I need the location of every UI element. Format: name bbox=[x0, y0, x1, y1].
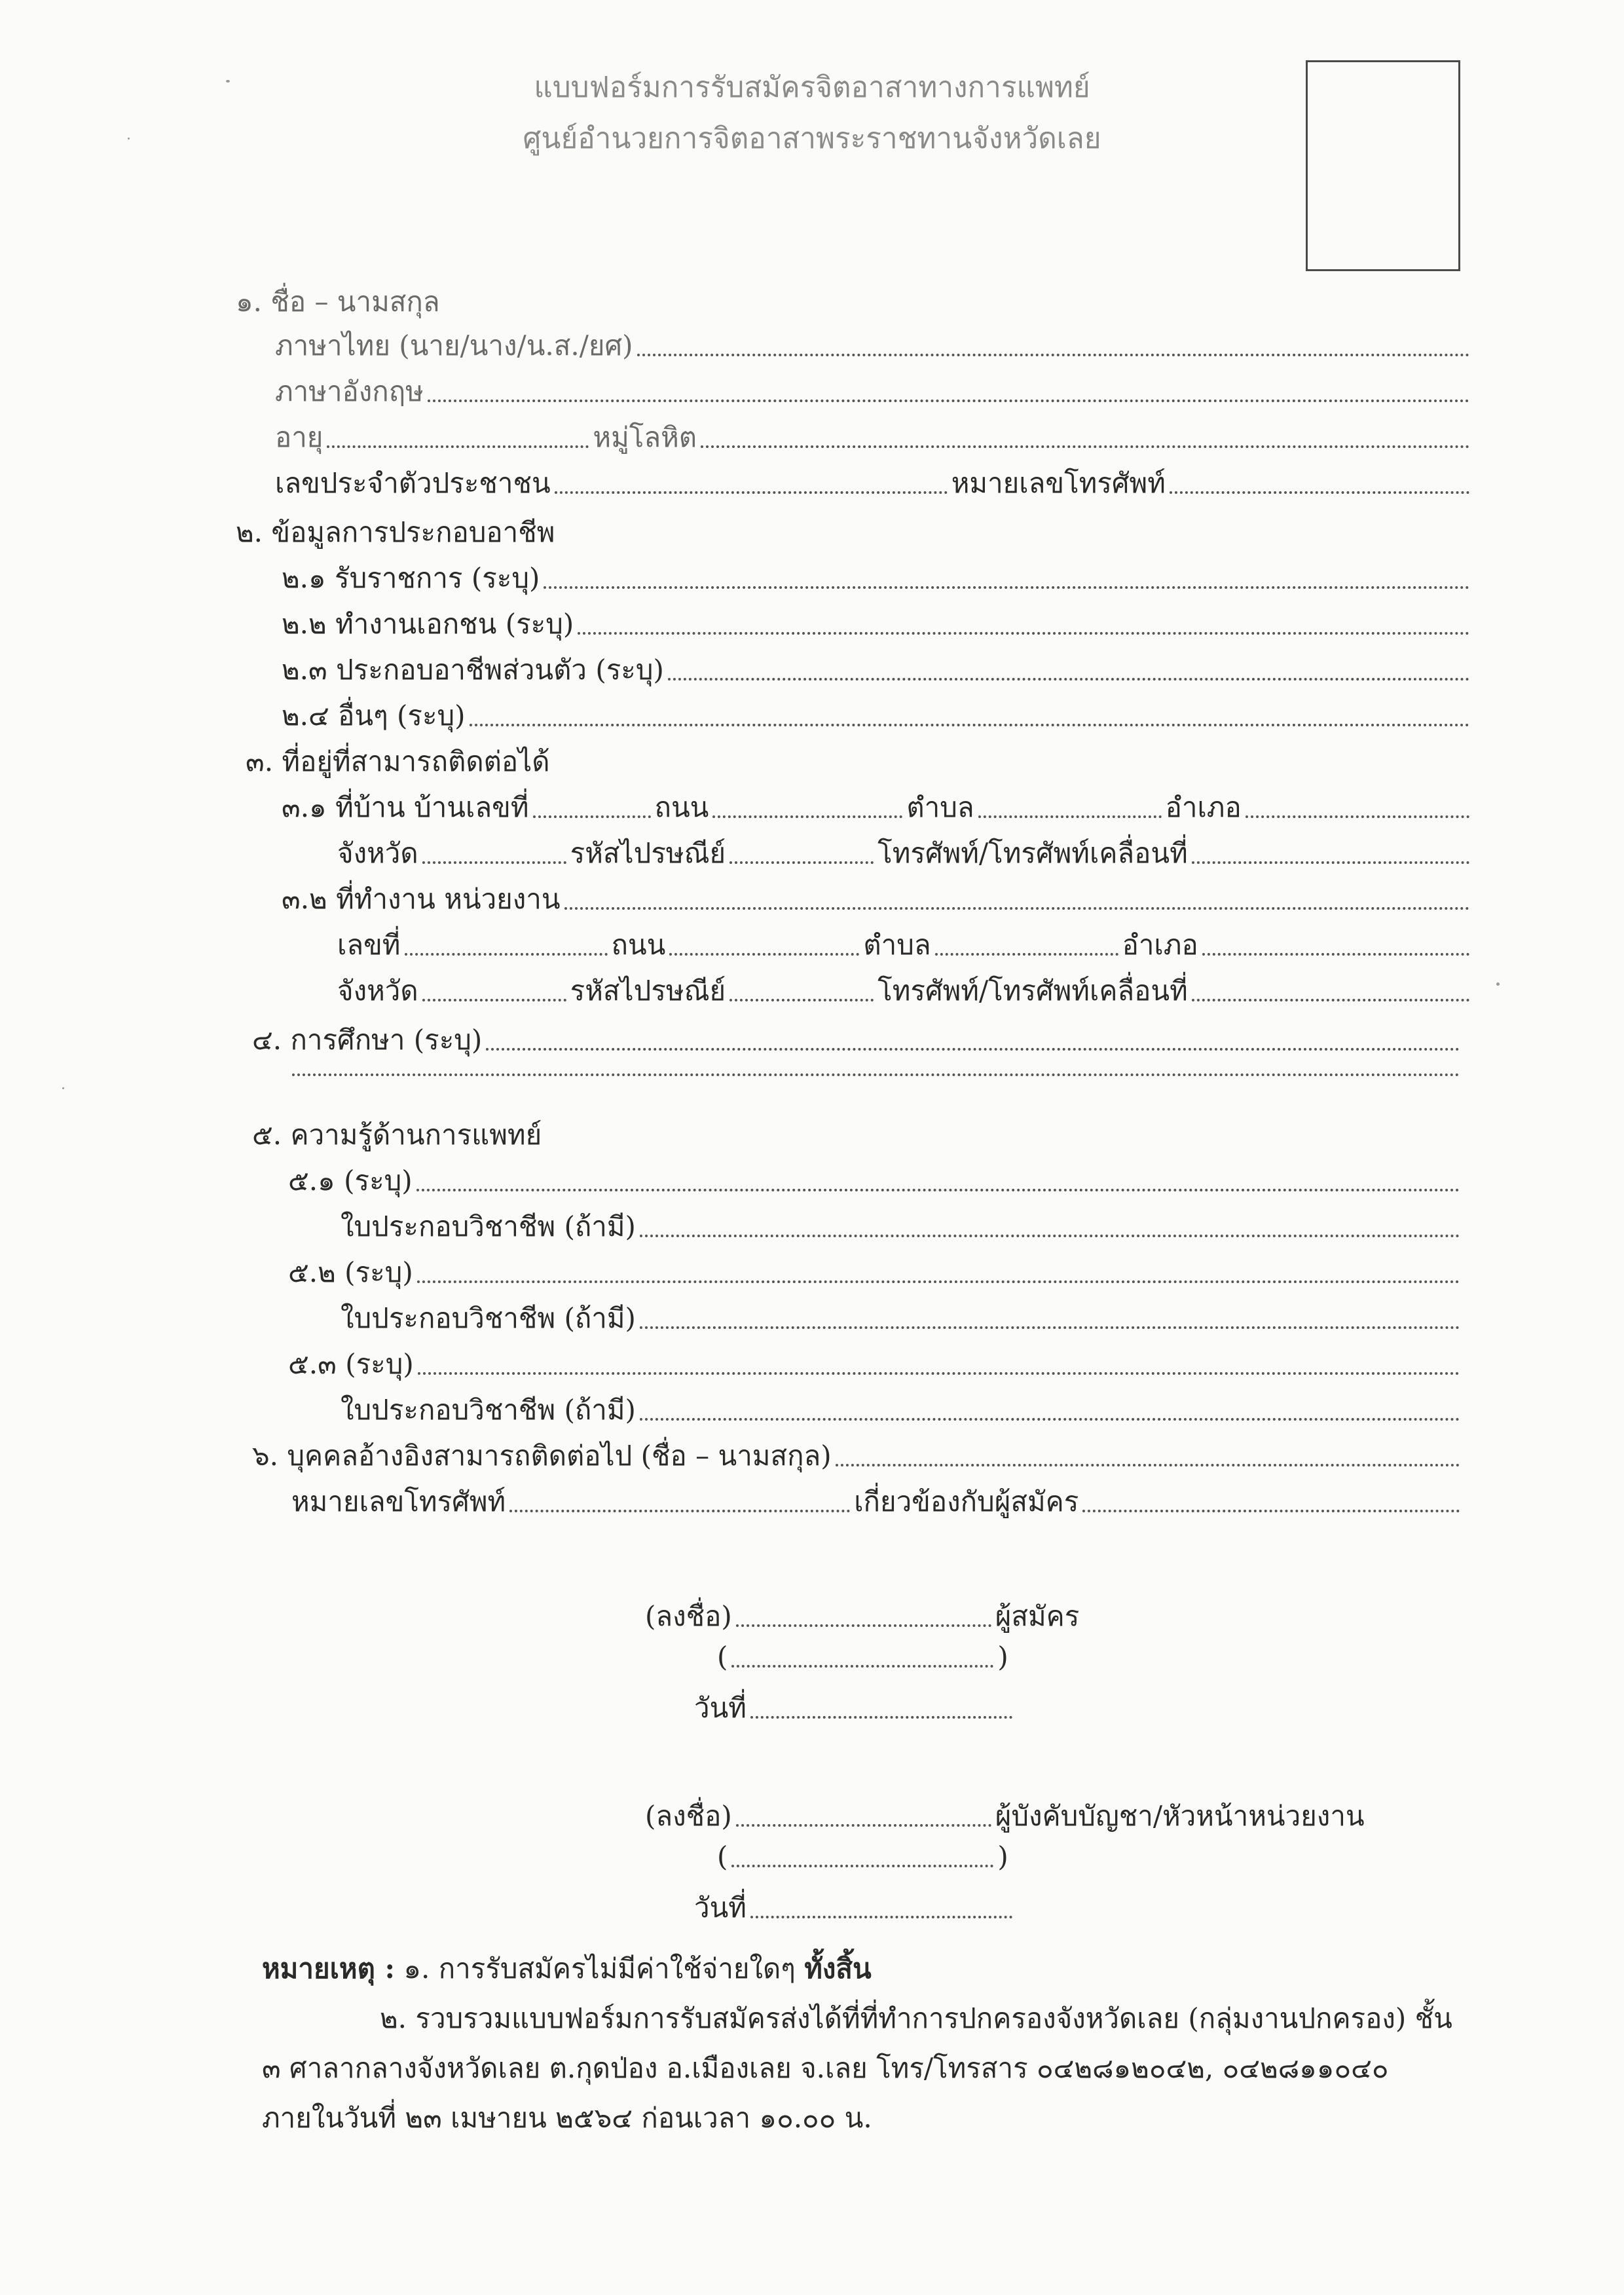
license-2-field[interactable] bbox=[640, 1326, 1460, 1329]
thai-name-label: ภาษาไทย (นาย/นาง/น.ส./ยศ) bbox=[275, 329, 633, 362]
work-road-label: ถนน bbox=[611, 929, 666, 961]
self-employed-field[interactable] bbox=[668, 678, 1469, 681]
english-name-field[interactable] bbox=[428, 400, 1469, 402]
other-job-field[interactable] bbox=[470, 724, 1469, 726]
skill-2-field[interactable] bbox=[417, 1280, 1460, 1283]
home-district-label: อำเภอ bbox=[1165, 791, 1242, 823]
work-postal-field[interactable] bbox=[729, 999, 874, 1001]
blood-type-label: หมู่โลหิต bbox=[593, 421, 697, 453]
supervisor-date-label: วันที่ bbox=[694, 1892, 747, 1924]
license-1-label: ใบประกอบวิชาชีพ (ถ้ามี) bbox=[341, 1210, 636, 1242]
citizen-id-field[interactable] bbox=[555, 491, 948, 494]
notes-label: หมายเหตุ : bbox=[262, 1952, 396, 1985]
applicant-name-field[interactable] bbox=[731, 1665, 993, 1668]
work-tel-field[interactable] bbox=[1192, 999, 1469, 1001]
home-district-field[interactable] bbox=[1246, 815, 1469, 818]
reference-phone-label: หมายเลขโทรศัพท์ bbox=[291, 1485, 506, 1518]
work-road-field[interactable] bbox=[669, 953, 859, 956]
reference-phone-field[interactable] bbox=[509, 1510, 850, 1512]
education-field[interactable] bbox=[486, 1048, 1460, 1051]
applicant-label: ผู้สมัคร bbox=[995, 1600, 1080, 1632]
age-field[interactable] bbox=[327, 445, 589, 448]
english-name-label: ภาษาอังกฤษ bbox=[275, 375, 424, 407]
skill-3-row bbox=[288, 1343, 1464, 1386]
home-address-row bbox=[282, 786, 1473, 829]
applicant-signature-line bbox=[645, 1595, 1079, 1638]
home-province-label: จังหวัด bbox=[337, 837, 418, 869]
age-label: อายุ bbox=[275, 421, 323, 453]
home-subdistrict-label: ตำบล bbox=[906, 791, 974, 823]
home-number-field[interactable] bbox=[533, 815, 651, 818]
supervisor-name-line bbox=[717, 1840, 1008, 1873]
age-blood-row bbox=[275, 416, 1473, 459]
section-2-heading: ๒. ข้อมูลการประกอบอาชีพ bbox=[236, 516, 555, 548]
private-job-label: ๒.๒ ทำงานเอกชน (ระบุ) bbox=[282, 608, 574, 640]
home-province-row bbox=[337, 832, 1473, 875]
skill-3-field[interactable] bbox=[418, 1372, 1460, 1375]
skill-1-label: ๕.๑ (ระบุ) bbox=[288, 1165, 413, 1197]
supervisor-close-paren: ) bbox=[997, 1840, 1008, 1873]
section-1-heading: ๑. ชื่อ – นามสกุล bbox=[236, 286, 440, 318]
reference-row bbox=[252, 1434, 1464, 1478]
citizen-id-label: เลขประจำตัวประชาชน bbox=[275, 467, 551, 499]
education-row bbox=[252, 1018, 1464, 1062]
supervisor-date-field[interactable] bbox=[750, 1916, 1012, 1918]
education-label: ๔. การศึกษา (ระบุ) bbox=[252, 1024, 483, 1056]
relationship-label: เกี่ยวข้องกับผู้สมัคร bbox=[854, 1485, 1079, 1518]
skill-1-field[interactable] bbox=[416, 1189, 1460, 1191]
license-3-field[interactable] bbox=[640, 1418, 1460, 1421]
home-number-label: ๓.๑ ที่บ้าน บ้านเลขที่ bbox=[282, 791, 529, 823]
gov-job-field[interactable] bbox=[544, 586, 1469, 589]
work-province-row bbox=[337, 969, 1473, 1013]
home-road-field[interactable] bbox=[712, 815, 902, 818]
note-2-text: ๒. รวบรวมแบบฟอร์มการรับสมัครส่งได้ที่ที่ทำการปกครองจังหวัดเลย (กลุ่มงานปกครอง) ชั้น ๓ ศาลากลางจังหวัดเลย ต.กุดป่อง อ.เมืองเลย จ.เลย โทร/โทรสาร ๐๔๒๘๑๒๐๔๒, ๐๔๒๘๑๑๐๔๐ ภายในวันที่ ๒๓ เมษายน ๒๕๖๔ ก่อนเวลา ๑๐.๐๐ น. bbox=[262, 2002, 1452, 2134]
home-postal-label: รหัสไปรษณีย์ bbox=[570, 837, 726, 869]
supervisor-open-paren: ( bbox=[717, 1840, 728, 1873]
other-job-label: ๒.๔ อื่นๆ (ระบุ) bbox=[282, 700, 466, 732]
education-extra-field[interactable] bbox=[292, 1073, 1460, 1076]
relationship-field[interactable] bbox=[1082, 1510, 1460, 1512]
applicant-date-label: วันที่ bbox=[694, 1692, 747, 1724]
thai-name-field[interactable] bbox=[637, 354, 1469, 356]
phone-field[interactable] bbox=[1170, 491, 1469, 494]
applicant-sign-label: (ลงชื่อ) bbox=[645, 1600, 732, 1632]
supervisor-signature-line bbox=[645, 1795, 1365, 1838]
section-3-heading: ๓. ที่อยู่ที่สามารถติดต่อได้ bbox=[246, 745, 550, 777]
home-postal-field[interactable] bbox=[729, 861, 874, 864]
work-district-label: อำเภอ bbox=[1122, 929, 1198, 961]
applicant-signature-field[interactable] bbox=[736, 1624, 991, 1627]
applicant-date-field[interactable] bbox=[750, 1716, 1012, 1719]
home-road-label: ถนน bbox=[654, 791, 709, 823]
workplace-row bbox=[282, 878, 1473, 921]
supervisor-name-field[interactable] bbox=[731, 1865, 993, 1867]
license-1-row bbox=[341, 1205, 1464, 1248]
license-2-row bbox=[341, 1297, 1464, 1340]
supervisor-label: ผู้บังคับบัญชา/หัวหน้าหน่วยงาน bbox=[995, 1800, 1365, 1832]
skill-1-row bbox=[288, 1159, 1464, 1203]
applicant-name-line bbox=[717, 1641, 1008, 1673]
reference-field[interactable] bbox=[836, 1464, 1460, 1466]
supervisor-date-line bbox=[694, 1886, 1016, 1930]
workplace-field[interactable] bbox=[564, 907, 1469, 910]
work-tel-label: โทรศัพท์/โทรศัพท์เคลื่อนที่ bbox=[877, 975, 1188, 1007]
work-province-field[interactable] bbox=[422, 999, 566, 1001]
license-1-field[interactable] bbox=[640, 1235, 1460, 1237]
form-title: แบบฟอร์มการรับสมัครจิตอาสาทางการแพทย์ bbox=[534, 71, 1090, 104]
note-1-emphasis: ทั้งสิ้น bbox=[804, 1952, 872, 1985]
section-5-heading: ๕. ความรู้ด้านการแพทย์ bbox=[252, 1119, 542, 1151]
work-address-row bbox=[337, 924, 1473, 967]
notes-section bbox=[262, 1944, 1467, 2143]
home-subdistrict-field[interactable] bbox=[978, 815, 1162, 818]
work-number-label: เลขที่ bbox=[337, 929, 401, 961]
note-1-number: ๑. bbox=[403, 1952, 430, 1985]
applicant-close-paren: ) bbox=[997, 1641, 1008, 1673]
home-tel-field[interactable] bbox=[1192, 861, 1469, 864]
gov-job-row bbox=[282, 557, 1473, 600]
private-job-row bbox=[282, 603, 1473, 646]
note-1 bbox=[262, 1944, 1467, 1994]
private-job-field[interactable] bbox=[578, 632, 1469, 635]
supervisor-signature-field[interactable] bbox=[736, 1824, 991, 1827]
phone-label: หมายเลขโทรศัพท์ bbox=[951, 467, 1166, 499]
note-1-text: การรับสมัครไม่มีค่าใช้จ่ายใดๆ bbox=[438, 1952, 796, 1985]
form-subtitle: ศูนย์อำนวยการจิตอาสาพระราชทานจังหวัดเลย bbox=[523, 122, 1101, 155]
work-number-field[interactable] bbox=[405, 953, 608, 956]
skill-2-label: ๕.๒ (ระบุ) bbox=[288, 1256, 413, 1288]
thai-name-row bbox=[275, 324, 1473, 367]
applicant-date-line bbox=[694, 1687, 1016, 1730]
skill-2-row bbox=[288, 1251, 1464, 1294]
license-3-row bbox=[341, 1389, 1464, 1432]
work-district-field[interactable] bbox=[1202, 953, 1469, 956]
gov-job-label: ๒.๑ รับราชการ (ระบุ) bbox=[282, 562, 540, 594]
supervisor-sign-label: (ลงชื่อ) bbox=[645, 1800, 732, 1832]
home-tel-label: โทรศัพท์/โทรศัพท์เคลื่อนที่ bbox=[877, 837, 1188, 869]
education-extra-row bbox=[288, 1064, 1464, 1067]
self-employed-label: ๒.๓ ประกอบอาชีพส่วนตัว (ระบุ) bbox=[282, 654, 664, 686]
work-province-label: จังหวัด bbox=[337, 975, 418, 1007]
reference-label: ๖. บุคคลอ้างอิงสามารถติดต่อไป (ชื่อ – นามสกุล) bbox=[252, 1440, 832, 1472]
license-3-label: ใบประกอบวิชาชีพ (ถ้ามี) bbox=[341, 1394, 636, 1426]
id-phone-row bbox=[275, 462, 1473, 505]
english-name-row bbox=[275, 370, 1473, 413]
reference-phone-row bbox=[291, 1480, 1464, 1523]
work-subdistrict-label: ตำบล bbox=[863, 929, 931, 961]
work-subdistrict-field[interactable] bbox=[935, 953, 1118, 956]
blood-type-field[interactable] bbox=[701, 445, 1469, 448]
home-province-field[interactable] bbox=[422, 861, 566, 864]
workplace-label: ๓.๒ ที่ทำงาน หน่วยงาน bbox=[282, 883, 561, 915]
other-job-row bbox=[282, 694, 1473, 737]
license-2-label: ใบประกอบวิชาชีพ (ถ้ามี) bbox=[341, 1302, 636, 1334]
self-employed-row bbox=[282, 648, 1473, 692]
skill-3-label: ๕.๓ (ระบุ) bbox=[288, 1348, 414, 1380]
applicant-open-paren: ( bbox=[717, 1641, 728, 1673]
work-postal-label: รหัสไปรษณีย์ bbox=[570, 975, 726, 1007]
